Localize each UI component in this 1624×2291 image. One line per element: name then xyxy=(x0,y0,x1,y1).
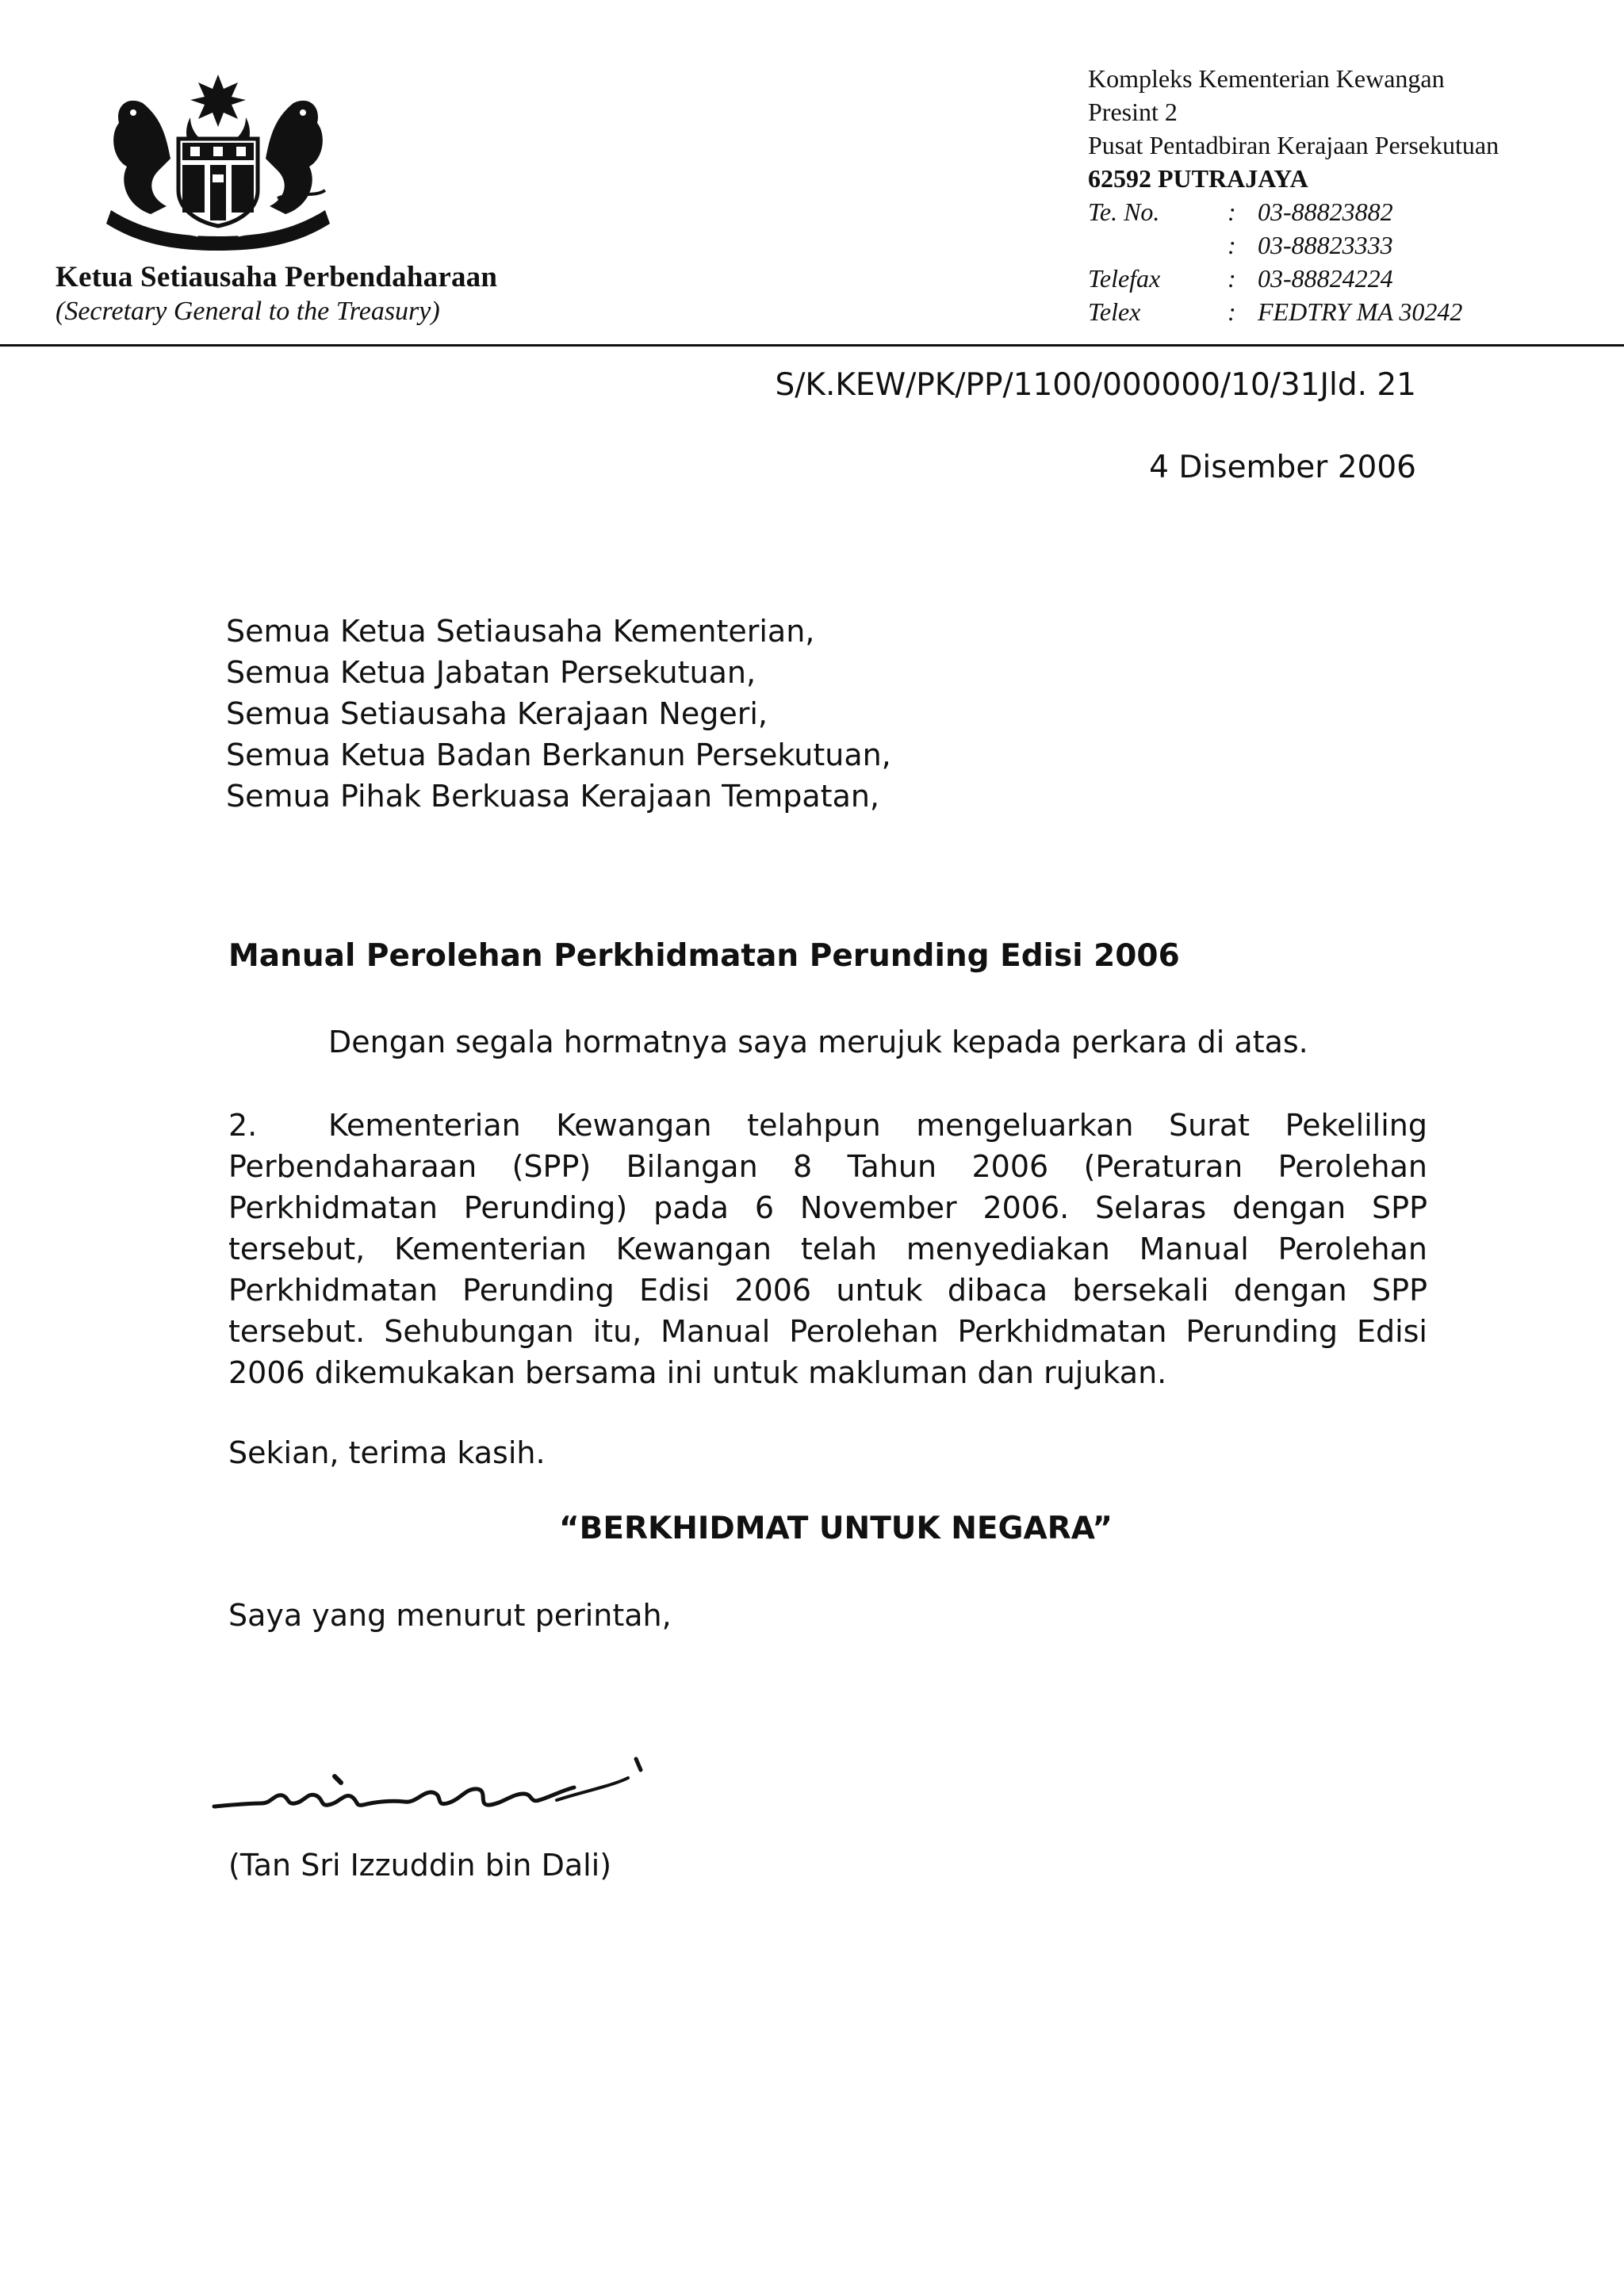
contact-colon: : xyxy=(1228,197,1236,226)
signature-mark xyxy=(208,1737,652,1832)
recipients-list xyxy=(226,611,891,817)
letterhead-divider xyxy=(0,344,1624,347)
contact-row-phone-2 xyxy=(1088,228,1499,262)
paragraph-number: 2. xyxy=(228,1108,258,1143)
address-line-3: Pusat Pentadbiran Kerajaan Persekutuan xyxy=(1088,131,1500,159)
signoff-line: Saya yang menurut perintah, xyxy=(228,1598,672,1633)
contact-label: Te. No. xyxy=(1088,197,1160,226)
contact-colon: : xyxy=(1228,231,1236,259)
contact-label: Telex xyxy=(1088,297,1141,326)
recipient-line: Semua Ketua Badan Berkanun Persekutuan, xyxy=(226,737,891,772)
recipient-line: Semua Ketua Setiausaha Kementerian, xyxy=(226,614,815,649)
address-block xyxy=(1088,62,1499,328)
recipient-line: Semua Pihak Berkuasa Kerajaan Tempatan, xyxy=(226,779,880,814)
contact-label: Telefax xyxy=(1088,264,1161,293)
contact-value: 03-88824224 xyxy=(1258,264,1393,293)
reference-number: S/K.KEW/PK/PP/1100/000000/10/31Jld. 21 xyxy=(775,367,1416,403)
contact-row-phone-1 xyxy=(1088,195,1499,228)
recipient-line: Semua Ketua Jabatan Persekutuan, xyxy=(226,655,756,690)
paragraph-1: Dengan segala hormatnya saya merujuk kepada perkara di atas. xyxy=(328,1025,1308,1059)
contact-colon: : xyxy=(1228,264,1236,293)
organization-name-english: (Secretary General to the Treasury) xyxy=(56,297,440,326)
contact-colon: : xyxy=(1228,297,1236,326)
contact-value: 03-88823333 xyxy=(1258,231,1393,259)
address-line-2: Presint 2 xyxy=(1088,98,1178,126)
paragraph-2 xyxy=(228,1105,1427,1393)
address-line-4: 62592 PUTRAJAYA xyxy=(1088,164,1308,193)
contact-value: FEDTRY MA 30242 xyxy=(1258,297,1463,326)
recipient-line: Semua Setiausaha Kerajaan Negeri, xyxy=(226,696,768,731)
organization-name: Ketua Setiausaha Perbendaharaan xyxy=(56,261,498,293)
address-line-1: Kompleks Kementerian Kewangan xyxy=(1088,64,1445,93)
contact-label xyxy=(1088,228,1228,262)
coat-of-arms-icon xyxy=(95,71,341,254)
closing-line: Sekian, terima kasih. xyxy=(228,1435,546,1470)
contact-value: 03-88823882 xyxy=(1258,197,1393,226)
contact-row-telex xyxy=(1088,295,1499,328)
signer-name: (Tan Sri Izzuddin bin Dali) xyxy=(228,1848,612,1883)
paragraph-2-text: Kementerian Kewangan telahpun mengeluarkan Surat Pekeliling Perbendaharaan (SPP) Bilangan 8 Tahun 2006 (Peraturan Perolehan Perkhidmatan Perunding) pada 6 November 2006. Selaras dengan SPP tersebut, Kementerian Kewangan telah menyediakan Manual Perolehan Perkhidmatan Perunding Edisi 2006 untuk dibaca bersekali dengan SPP tersebut. Sehubungan itu, Manual Perolehan Perkhidmatan Perunding Edisi 2006 dikemukakan bersama ini untuk makluman dan rujukan. xyxy=(228,1108,1427,1390)
motto: “BERKHIDMAT UNTUK NEGARA” xyxy=(558,1511,1113,1546)
contact-row-telefax xyxy=(1088,262,1499,295)
letter-date: 4 Disember 2006 xyxy=(1149,450,1416,485)
letter-subject: Manual Perolehan Perkhidmatan Perunding Edisi 2006 xyxy=(228,938,1180,974)
